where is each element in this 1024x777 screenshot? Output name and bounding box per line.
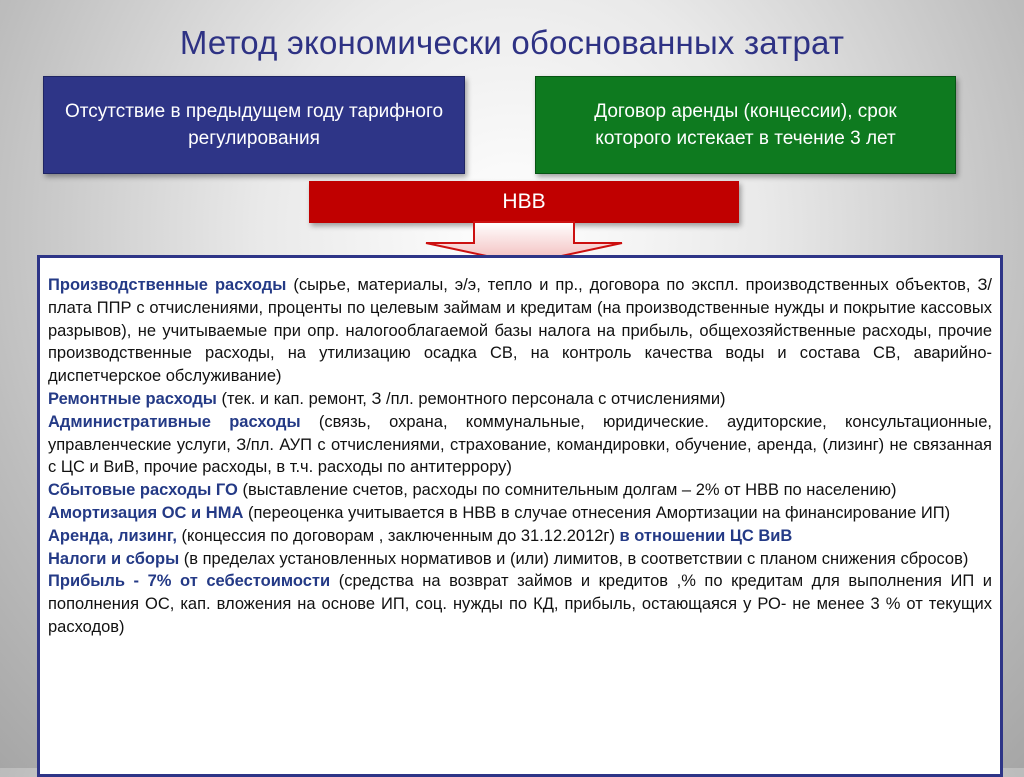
cost-item-profit (48, 570, 992, 638)
cost-item-production (48, 274, 992, 388)
nvv-label: НВВ (502, 190, 546, 213)
cost-item-title: Производственные расходы (48, 276, 287, 294)
cost-item-administrative (48, 411, 992, 479)
cost-item-emphasis: в отношении ЦС ВиВ (619, 526, 793, 545)
cost-item-lease (48, 525, 992, 548)
condition-box-no-regulation (43, 76, 465, 174)
cost-item-description: (в пределах установленных нормативов и (или) лимитов, в соответствии с планом снижения сбросов) (179, 549, 969, 568)
cost-item-description: (средства на возврат займов и кредитов ,% по кредитам для выполнения ИП и пополнения ОС, кап. вложения на основе ИП, соц. нужды по КД, прибыль, остающаяся у РО- не менее 3 % от текущих расходов) (48, 572, 992, 636)
cost-item-repair (48, 388, 992, 411)
cost-item-title: Ремонтные расходы (48, 389, 217, 408)
cost-item-title: Сбытовые расходы ГО (48, 481, 238, 500)
nvv-banner (309, 181, 739, 223)
cost-item-depreciation (48, 502, 992, 525)
cost-item-description: (связь, охрана, коммунальные, юридические. аудиторские, консультационные, управленческие услуги, З/пл. АУП с отчислениями, страхование, командировки, обучение, аренда, (лизинг) не связанная с ЦС и ВиВ, прочие расходы, в т.ч. расходы по антитеррору) (48, 412, 993, 477)
condition-box-lease-contract (535, 76, 956, 174)
cost-item-title: Административные расходы (48, 412, 301, 431)
cost-items-panel (37, 255, 1003, 777)
cost-item-sales (48, 479, 992, 502)
cost-item-title: Налоги и сборы (48, 549, 180, 568)
page-title: Метод экономически обоснованных затрат (179, 24, 845, 61)
cost-item-title: Аренда, лизинг, (48, 526, 177, 545)
cost-item-description: (сырье, материалы, э/э, тепло и пр., договора по экспл. производственных объектов, З/плата ППР с отчислениями, проценты по целевым займам и кредитам (на производственные нужды и покрытие кассовых разрывов), не учитываемые при опр. налогооблагаемой базы налога на прибыль, общехозяйственные расходы, прочие производственные расходы, на утилизацию осадка СВ, на контроль качества воды и состава СВ, аварийно-диспетчерское обслуживание) (48, 276, 992, 386)
cost-item-description: (переоценка учитывается в НВВ в случае отнесения Амортизации на финансирование ИП) (243, 503, 951, 522)
cost-item-description: (выставление счетов, расходы по сомнительным долгам – 2% от НВВ по населению) (237, 481, 897, 500)
cost-item-description: (концессия по договорам , заключенным до 31.12.2012г) (176, 526, 620, 545)
condition-box-no-regulation-text: Отсутствие в предыдущем году тарифного регулирования (64, 101, 444, 149)
cost-item-title: Прибыль - 7% от себестоимости (48, 572, 331, 591)
cost-item-title: Амортизация ОС и НМА (48, 503, 244, 522)
condition-box-lease-contract-text: Договор аренды (концессии), срок которого истекает в течение 3 лет (594, 101, 897, 149)
cost-item-taxes (48, 548, 992, 571)
cost-item-description: (тек. и кап. ремонт, З /пл. ремонтного персонала с отчислениями) (216, 389, 726, 408)
